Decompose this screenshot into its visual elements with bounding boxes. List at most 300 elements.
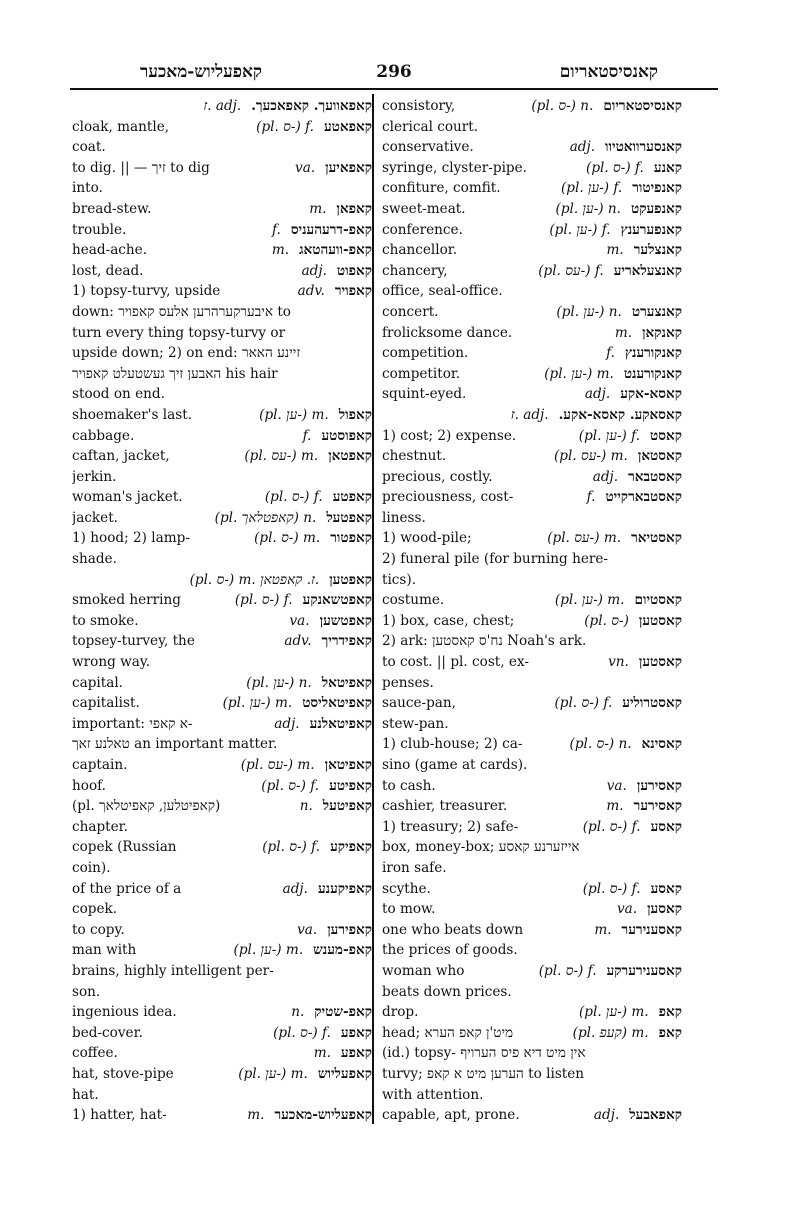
dictionary-line	[382, 323, 682, 344]
headword: קאסטאן	[637, 448, 682, 465]
grammar-label: (pl. עס-) m.	[553, 448, 628, 465]
dictionary-line	[382, 879, 682, 900]
grammar-label: (pl. קעפ) m.	[572, 1024, 649, 1041]
headword: קאפאבעל	[629, 1107, 682, 1124]
headword: קאסטיאר	[631, 530, 682, 547]
grammar-label: m.	[313, 1045, 331, 1062]
dictionary-line	[382, 220, 682, 241]
headword: קאסענירער	[621, 921, 682, 938]
dictionary-line	[72, 1105, 372, 1126]
english-gloss: capital.	[72, 674, 124, 691]
english-gloss: conference.	[382, 221, 463, 238]
dictionary-line	[72, 714, 372, 735]
dictionary-line	[72, 590, 372, 611]
grammar-label: (pl. ען-) m.	[222, 695, 293, 712]
dictionary-line	[382, 611, 682, 632]
grammar-label: (pl. ס-) f.	[586, 159, 644, 176]
english-gloss: jacket.	[72, 509, 118, 526]
dictionary-line	[382, 673, 682, 694]
grammar-label: (pl. ס-) f.	[538, 962, 597, 979]
english-gloss: 1) club-house; 2) ca-	[382, 736, 523, 753]
dictionary-line	[72, 384, 372, 405]
english-gloss: capitalist.	[72, 695, 140, 712]
headword: קאנקורענט	[623, 365, 682, 382]
headword: קאפאיען	[325, 159, 372, 176]
grammar-label: adj.	[274, 715, 300, 732]
dictionary-line	[72, 323, 372, 344]
english-gloss: stew-pan.	[382, 715, 449, 732]
grammar-label: (pl. עס-) f.	[538, 262, 604, 279]
english-gloss: cloak, mantle,	[72, 118, 170, 135]
grammar-label: f.	[606, 345, 615, 362]
dictionary-line	[72, 940, 372, 961]
dictionary-line	[72, 405, 372, 426]
english-gloss: confiture, comfit.	[382, 180, 501, 197]
dictionary-line	[382, 590, 682, 611]
headword: קאפע	[340, 1024, 372, 1041]
grammar-label: adv.	[284, 633, 312, 650]
english-gloss: chapter.	[72, 818, 129, 835]
english-gloss: 1) hatter, hat-	[72, 1107, 167, 1124]
grammar-label: m.	[247, 1107, 265, 1124]
dictionary-line	[382, 1064, 682, 1085]
english-gloss: hat, stove-pipe	[72, 1065, 174, 1082]
english-gloss: squint-eyed.	[382, 386, 467, 403]
grammar-label: adj.	[593, 1107, 620, 1124]
grammar-label: m.	[309, 200, 327, 217]
headword: קאפיטאל	[321, 674, 372, 691]
dictionary-line	[72, 508, 372, 529]
english-gloss: האבען זיך געשטעלט קאפויר his hair	[72, 365, 278, 382]
headword: קאסטרוליע	[622, 695, 682, 712]
grammar-label: vn.	[608, 654, 629, 671]
dictionary-line	[382, 1023, 682, 1044]
english-gloss: copek (Russian	[72, 839, 177, 856]
dictionary-line	[382, 796, 682, 817]
grammar-label: m.	[594, 921, 612, 938]
grammar-label: (pl. ס-) f.	[582, 880, 641, 897]
dictionary-line	[72, 1043, 372, 1064]
headword: קאפידריך	[321, 633, 372, 650]
english-gloss: clerical court.	[382, 118, 479, 135]
english-gloss: precious, costly.	[382, 468, 493, 485]
dictionary-line	[72, 220, 372, 241]
english-gloss: (id.) topsy- אין מיט דיא פיס הערויף	[382, 1045, 586, 1062]
english-gloss: consistory,	[382, 98, 456, 114]
english-gloss: tics).	[382, 571, 417, 588]
grammar-label: (pl. ען-) m.	[233, 942, 304, 959]
english-gloss: competitor.	[382, 365, 461, 382]
headword: קאסען	[647, 901, 682, 918]
dictionary-line	[72, 755, 372, 776]
english-gloss: to cost. || pl. cost, ex-	[382, 654, 529, 671]
english-gloss: chancery,	[382, 262, 448, 279]
headword: קאפאוועך. קאפאכעך.	[251, 98, 372, 114]
grammar-label: n.	[291, 1004, 305, 1021]
grammar-label: adj.	[282, 880, 308, 897]
dictionary-line	[72, 631, 372, 652]
english-gloss: of the price of a	[72, 880, 182, 897]
dictionary-line	[382, 178, 682, 199]
headword: קאפאטע	[323, 118, 372, 135]
english-gloss: sino (game at cards).	[382, 757, 528, 773]
grammar-label: ז. adj.	[203, 98, 242, 114]
grammar-label: (pl. ס-) f.	[262, 839, 321, 856]
grammar-label: f.	[302, 427, 312, 444]
headword: קאסטבאר	[628, 468, 682, 485]
grammar-label: f.	[586, 489, 596, 506]
headword: קאסירען	[636, 777, 682, 794]
english-gloss: woman who	[382, 962, 465, 979]
english-gloss: box, money-box; אייזערנע קאסע	[382, 839, 580, 856]
headword: קאסטיום	[634, 592, 682, 609]
english-gloss: smoked herring	[72, 592, 181, 609]
grammar-label: f.	[271, 221, 281, 238]
headword: קאסטבארקייט	[605, 489, 682, 506]
english-gloss: with attention.	[382, 1086, 484, 1103]
dictionary-line	[382, 117, 682, 138]
english-gloss: frolicksome dance.	[382, 324, 513, 341]
dictionary-line	[72, 961, 372, 982]
english-gloss: sauce-pan,	[382, 695, 456, 712]
english-gloss: 1) box, case, chest;	[382, 612, 515, 629]
english-gloss: bed-cover.	[72, 1024, 143, 1041]
dictionary-line	[72, 549, 372, 570]
dictionary-line	[382, 817, 682, 838]
headword: קאפול	[338, 406, 372, 423]
headword: קאסא-אקע	[620, 386, 682, 403]
dictionary-line	[382, 755, 682, 776]
grammar-label: (pl. קאפטלאך) n.	[214, 509, 317, 526]
headword: קאסירער	[633, 798, 682, 815]
english-gloss: drop.	[382, 1004, 419, 1021]
dictionary-line	[72, 158, 372, 179]
left-column	[72, 96, 372, 1126]
headword: קאפיטאן	[324, 757, 372, 773]
grammar-label: (pl. ס-) f.	[234, 592, 293, 609]
headword: קאפטשאנקע	[302, 592, 372, 609]
grammar-label: (pl. ען-) m.	[544, 365, 614, 382]
grammar-label: m.	[271, 242, 290, 259]
english-gloss: scythe.	[382, 880, 431, 897]
english-gloss: ingenious idea.	[72, 1004, 177, 1021]
dictionary-line	[382, 693, 682, 714]
grammar-label: (pl. ס-) f.	[273, 1024, 331, 1041]
grammar-label: (pl. ס-) m. ז. קאפטאן.	[189, 571, 320, 588]
english-gloss: capable, apt, prone.	[382, 1107, 520, 1124]
dictionary-line	[382, 96, 682, 117]
grammar-label: m.	[606, 242, 624, 259]
english-gloss: penses.	[382, 674, 434, 691]
dictionary-line	[382, 302, 682, 323]
headword: קאנסיסטאריום	[603, 98, 682, 114]
dictionary-line	[382, 1043, 682, 1064]
grammar-label: (pl. ען-) n.	[246, 674, 312, 691]
headword: קאנצלער	[633, 242, 682, 259]
dictionary-line	[382, 734, 682, 755]
dictionary-line	[382, 426, 682, 447]
english-gloss: into.	[72, 180, 103, 197]
dictionary-line	[382, 714, 682, 735]
headword: קאפיקע	[330, 839, 372, 856]
page-header	[70, 58, 718, 90]
dictionary-line	[382, 446, 682, 467]
dictionary-line	[382, 281, 682, 302]
grammar-label: va.	[297, 921, 318, 938]
dictionary-line	[72, 199, 372, 220]
headword: קאפיטע	[329, 777, 372, 794]
grammar-label: (pl. ס-) f.	[264, 489, 323, 506]
headword: קאפטשען	[319, 612, 372, 629]
dictionary-line	[72, 817, 372, 838]
headword: קאנצערט	[631, 303, 682, 320]
english-gloss: captain.	[72, 757, 128, 773]
headword: קאנקורענץ	[624, 345, 682, 362]
running-head-left: קאפעליוש-מאכער	[140, 62, 263, 82]
dictionary-line	[72, 837, 372, 858]
dictionary-line	[382, 199, 682, 220]
english-gloss: (pl. קאפיטלען, קאפיטלאך)	[72, 798, 221, 815]
headword: קאפטור	[330, 530, 372, 547]
dictionary-line	[72, 611, 372, 632]
headword: קאנפיטור	[632, 180, 682, 197]
headword: קאנפערענץ	[620, 221, 682, 238]
grammar-label: (pl. ס-) f.	[554, 695, 613, 712]
english-gloss: 2) funeral pile (for burning here-	[382, 551, 609, 568]
dictionary-line	[382, 467, 682, 488]
english-gloss: costume.	[382, 592, 445, 609]
grammar-label: m.	[614, 324, 633, 341]
english-gloss: 1) treasury; 2) safe-	[382, 818, 519, 835]
english-gloss: competition.	[382, 345, 469, 362]
headword: קאפ-וועהטאג	[299, 242, 372, 259]
dictionary-line	[382, 652, 682, 673]
dictionary-line	[72, 137, 372, 158]
headword: קאפיטאליסט	[302, 695, 372, 712]
headword: קאפעליוש-מאכער	[274, 1107, 372, 1124]
english-gloss: copek.	[72, 901, 118, 918]
english-gloss: turn every thing topsy-turvy or	[72, 324, 286, 341]
grammar-label: (pl. עס-) m.	[240, 757, 315, 773]
headword: קאסטען	[638, 654, 682, 671]
english-gloss: to copy.	[72, 921, 125, 938]
dictionary-line	[72, 899, 372, 920]
headword: קאפיקענע	[317, 880, 372, 897]
dictionary-line	[72, 178, 372, 199]
dictionary-line	[382, 240, 682, 261]
headword: קאפע	[340, 1045, 372, 1062]
page-number: 296	[376, 62, 412, 82]
grammar-label: n.	[299, 798, 313, 815]
grammar-label: adj.	[584, 386, 611, 403]
grammar-label: adv.	[297, 283, 325, 300]
english-gloss: coin).	[72, 859, 111, 876]
english-gloss: coat.	[72, 139, 106, 156]
headword: קאפעליוש	[317, 1065, 372, 1082]
english-gloss: important: א קאפי-	[72, 715, 193, 732]
english-gloss: טאלנע זאך an important matter.	[72, 736, 278, 753]
english-gloss: woman's jacket.	[72, 489, 183, 506]
headword: קאסט	[650, 427, 682, 444]
grammar-label: adj.	[301, 262, 327, 279]
dictionary-line	[382, 549, 682, 570]
grammar-label: (pl. ס-) f.	[261, 777, 320, 794]
dictionary-line	[72, 467, 372, 488]
dictionary-line	[72, 281, 372, 302]
english-gloss: trouble.	[72, 221, 127, 238]
english-gloss: beats down prices.	[382, 983, 512, 1000]
grammar-label: (pl. ען-) m.	[259, 406, 329, 423]
grammar-label: va.	[295, 159, 316, 176]
dictionary-line	[382, 1002, 682, 1023]
dictionary-line	[72, 446, 372, 467]
headword: קאסינא	[641, 736, 682, 753]
grammar-label: (pl. ס-) f.	[256, 118, 314, 135]
dictionary-line	[382, 899, 682, 920]
dictionary-line	[72, 117, 372, 138]
dictionary-line	[72, 1064, 372, 1085]
english-gloss: to dig. || — זיך to dig	[72, 159, 210, 176]
english-gloss: coffee.	[72, 1045, 118, 1062]
dictionary-line	[382, 528, 682, 549]
english-gloss: lost, dead.	[72, 262, 144, 279]
grammar-label: (pl. ען-) m.	[578, 1004, 649, 1021]
english-gloss: cashier, treasurer.	[382, 798, 508, 815]
grammar-label: (pl. ס-) f.	[582, 818, 641, 835]
dictionary-line	[382, 508, 682, 529]
dictionary-line	[72, 240, 372, 261]
grammar-label: m.	[606, 798, 624, 815]
english-gloss: brains, highly intelligent per-	[72, 962, 274, 979]
dictionary-line	[382, 137, 682, 158]
dictionary-line	[382, 940, 682, 961]
dictionary-line	[382, 158, 682, 179]
dictionary-line	[72, 920, 372, 941]
english-gloss: caftan, jacket,	[72, 448, 170, 465]
dictionary-line	[72, 364, 372, 385]
headword: קאפוסטע	[321, 427, 372, 444]
grammar-label: (pl. ען-) f.	[578, 427, 641, 444]
headword: קאפ	[658, 1004, 682, 1021]
english-gloss: hoof.	[72, 777, 106, 794]
dictionary-line	[382, 1085, 682, 1106]
english-gloss: iron safe.	[382, 859, 447, 876]
dictionary-line	[382, 776, 682, 797]
grammar-label: (pl. ען-) m.	[554, 592, 625, 609]
english-gloss: to smoke.	[72, 612, 139, 629]
headword: קאפטאן	[328, 448, 372, 465]
grammar-label: ז. adj.	[510, 406, 549, 423]
grammar-label: va.	[616, 901, 638, 918]
headword: קאפ-דרעהעניס	[290, 221, 372, 238]
english-gloss: 1) cost; 2) expense.	[382, 427, 517, 444]
english-gloss: one who beats down	[382, 921, 524, 938]
grammar-label: va.	[289, 612, 310, 629]
english-gloss: shade.	[72, 551, 117, 568]
dictionary-line	[72, 673, 372, 694]
dictionary-line	[382, 837, 682, 858]
grammar-label: (pl. ען-) f.	[560, 180, 623, 197]
headword: קאסענירערקע	[606, 962, 682, 979]
headword: קאסע	[650, 880, 682, 897]
dictionary-line	[72, 528, 372, 549]
english-gloss: sweet-meat.	[382, 200, 466, 217]
dictionary-line	[382, 384, 682, 405]
dictionary-line	[72, 982, 372, 1003]
english-gloss: conservative.	[382, 139, 474, 156]
english-gloss: chestnut.	[382, 448, 447, 465]
headword: קאפיטעל	[322, 798, 372, 815]
dictionary-line	[72, 426, 372, 447]
dictionary-line	[72, 96, 372, 117]
dictionary-line	[382, 261, 682, 282]
headword: קאפ-שטיק	[314, 1004, 372, 1021]
headword: קאנע	[653, 159, 682, 176]
dictionary-line	[382, 858, 682, 879]
column-divider	[372, 94, 374, 1124]
grammar-label: (pl. ס-) n.	[569, 736, 632, 753]
english-gloss: hat.	[72, 1086, 99, 1103]
english-gloss: stood on end.	[72, 386, 165, 403]
english-gloss: jerkin.	[72, 468, 117, 485]
headword: קאפטע	[332, 489, 372, 506]
headword: קאפטען	[329, 571, 372, 588]
headword: קאסאקע. קאסא-אקע.	[558, 406, 682, 423]
dictionary-line	[72, 570, 372, 591]
headword: קאנפעקט	[631, 200, 682, 217]
headword: קאפירען	[327, 921, 372, 938]
dictionary-line	[382, 405, 682, 426]
dictionary-line	[382, 343, 682, 364]
dictionary-line	[72, 734, 372, 755]
grammar-label: (pl. ען-) n.	[556, 303, 622, 320]
english-gloss: son.	[72, 983, 101, 1000]
english-gloss: syringe, clyster-pipe.	[382, 159, 527, 176]
right-column	[382, 96, 682, 1126]
english-gloss: upside down; 2) on end: זיינע האאר	[72, 345, 301, 362]
english-gloss: man with	[72, 942, 137, 959]
dictionary-line	[72, 652, 372, 673]
dictionary-line	[382, 631, 682, 652]
english-gloss: 1) topsy-turvy, upside	[72, 283, 221, 300]
grammar-label: va.	[606, 777, 627, 794]
headword: קאפוט	[336, 262, 372, 279]
dictionary-line	[72, 693, 372, 714]
headword: קאפויר	[334, 283, 372, 300]
dictionary-line	[382, 920, 682, 941]
dictionary-line	[382, 487, 682, 508]
dictionary-line	[72, 858, 372, 879]
headword: קאפיטאלנע	[309, 715, 372, 732]
dictionary-line	[72, 261, 372, 282]
english-gloss: bread-stew.	[72, 200, 152, 217]
grammar-label: adj.	[592, 468, 619, 485]
dictionary-line	[72, 1085, 372, 1106]
english-gloss: the prices of goods.	[382, 942, 518, 959]
grammar-label: (pl. ען-) n.	[555, 200, 621, 217]
english-gloss: wrong way.	[72, 654, 151, 671]
english-gloss: turvy; הערען מיט א קאפ to listen	[382, 1065, 585, 1082]
english-gloss: office, seal-office.	[382, 283, 503, 300]
english-gloss: 2) ark: נח'ס קאסטען Noah's ark.	[382, 633, 587, 650]
grammar-label: (pl. ס-) n.	[531, 98, 594, 114]
english-gloss: 1) hood; 2) lamp-	[72, 530, 190, 547]
dictionary-line	[72, 1023, 372, 1044]
dictionary-line	[72, 343, 372, 364]
dictionary-line	[382, 982, 682, 1003]
dictionary-line	[72, 487, 372, 508]
grammar-label: (pl. עס-) m.	[547, 530, 622, 547]
